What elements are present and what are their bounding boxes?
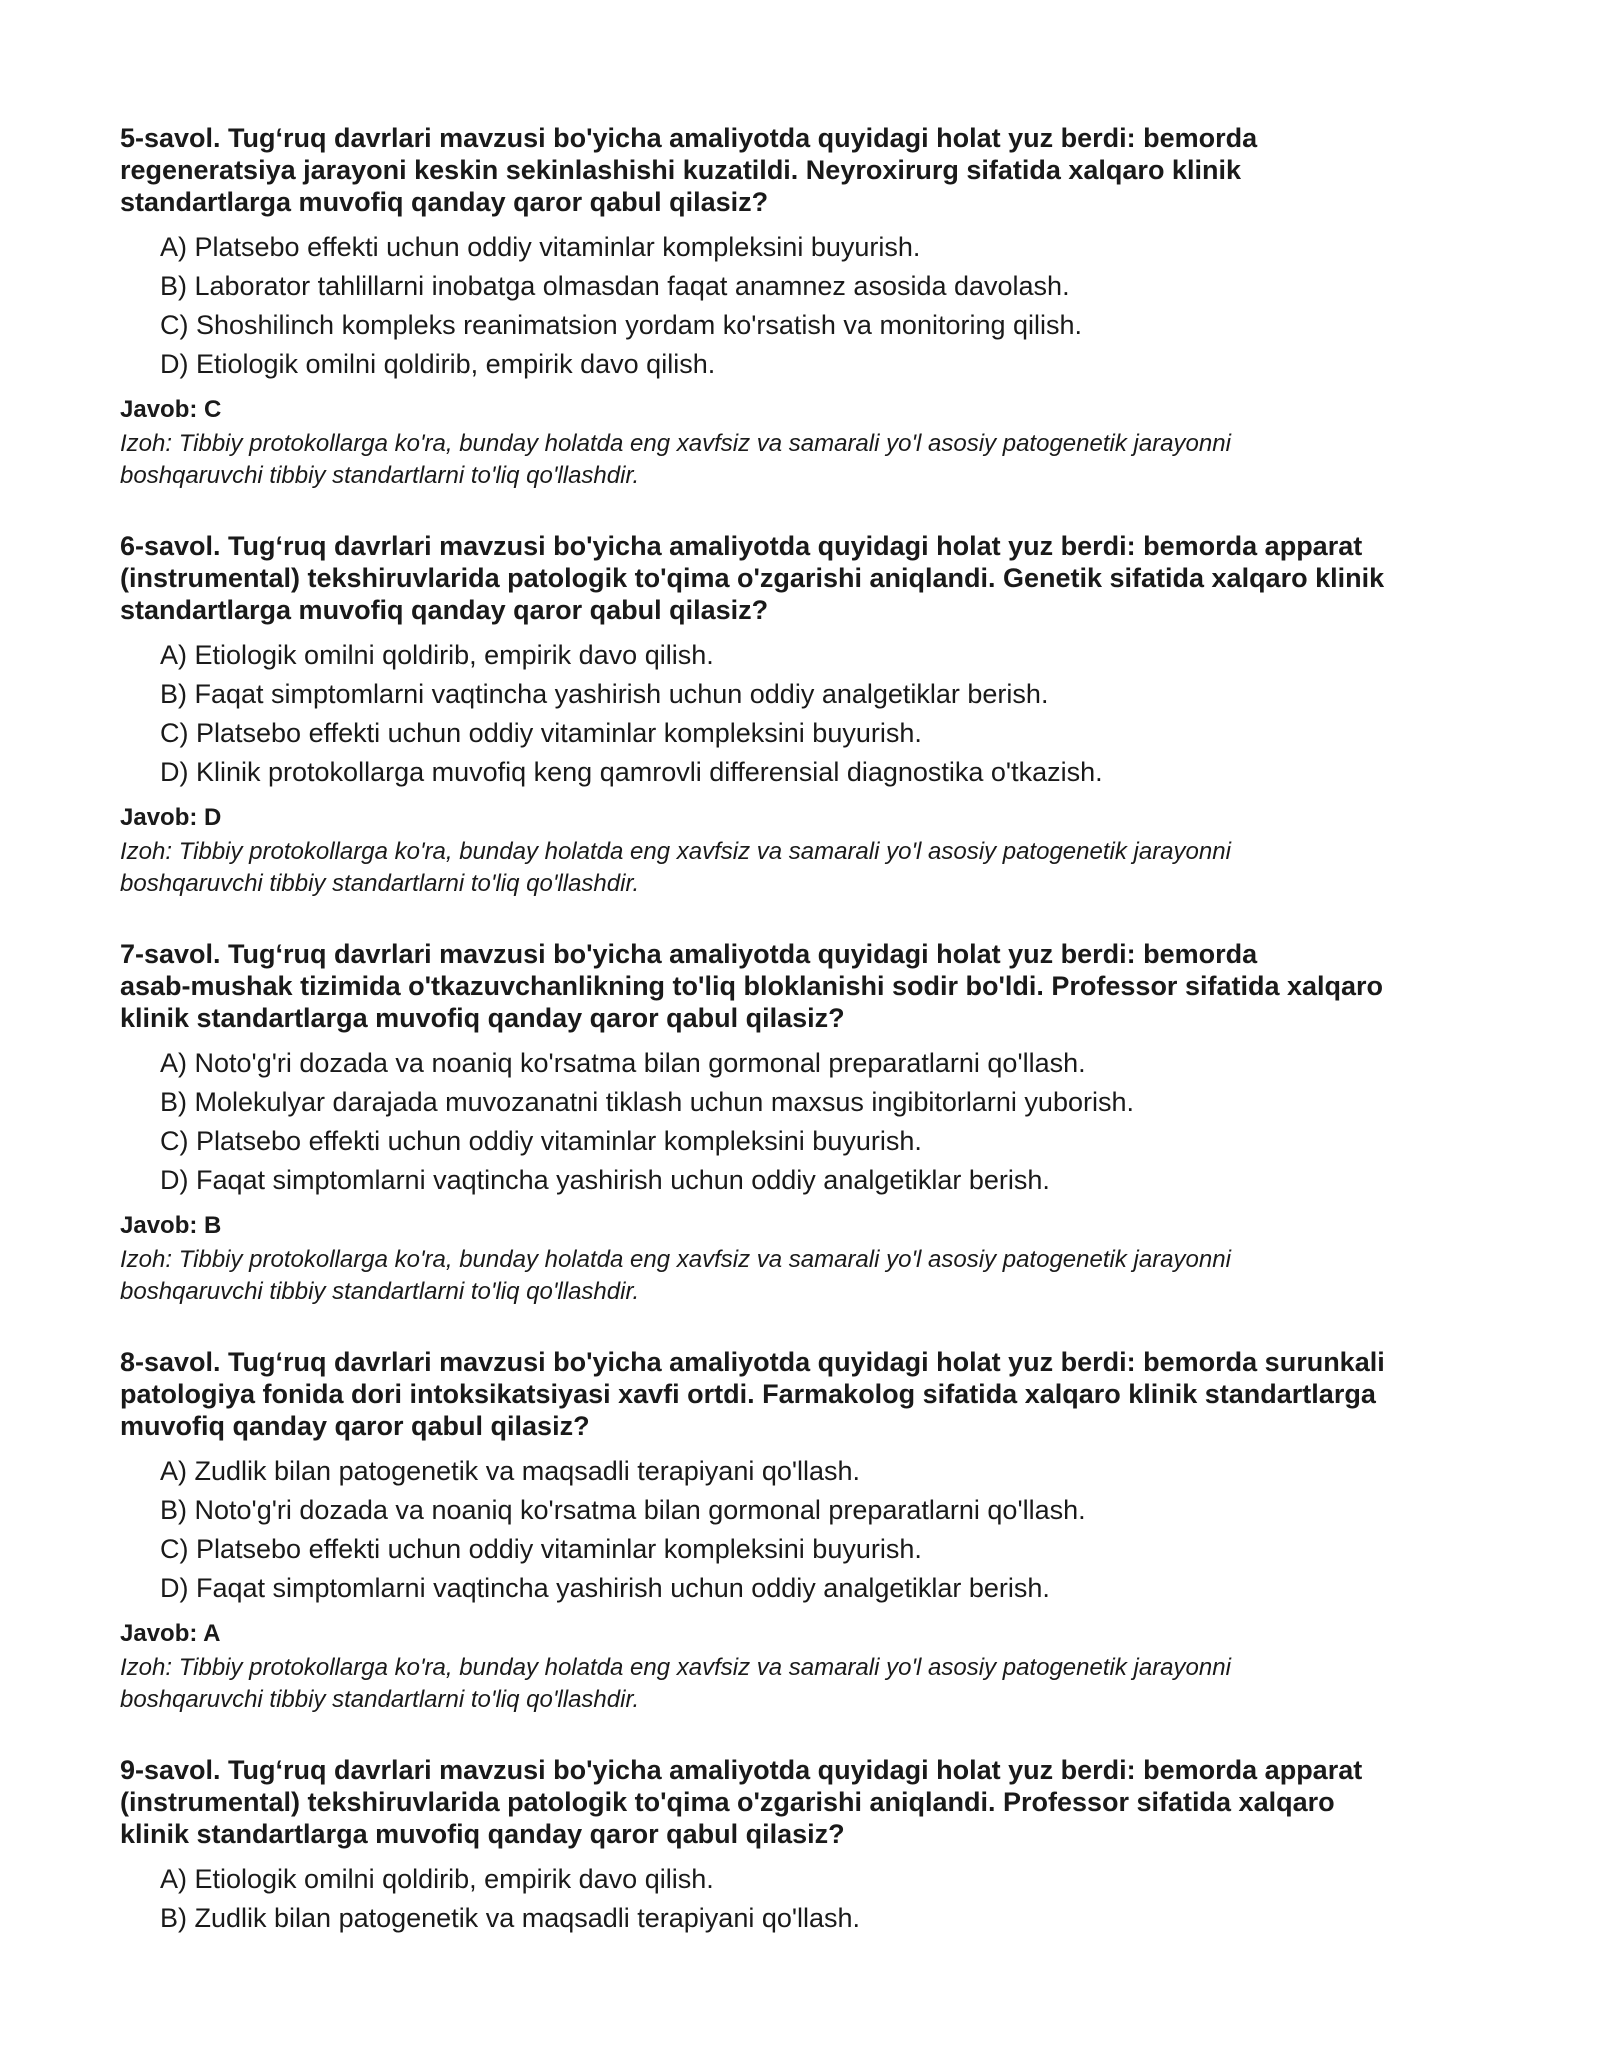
option-b: B) Zudlik bilan patogenetik va maqsadli terapiyani qo'llash.: [160, 1903, 861, 1933]
question-block: [120, 1754, 1480, 1938]
options-list: [120, 228, 1480, 384]
question-block: [120, 122, 1480, 492]
question-text: 7-savol. Tug‘ruq davrlari mavzusi bo'yicha amaliyotda quyidagi holat yuz berdi: bemorda asab-mushak tizimida o'tkazuvchanlikning to'liq bloklanishi sodir bo'ldi. Professor sifatida xalqaro klinik standartlarga muvofiq qanday qaror qabul qilasiz?: [120, 939, 1384, 1033]
option-c: C) Shoshilinch kompleks reanimatsion yordam ko'rsatish va monitoring qilish.: [160, 310, 1083, 340]
options-list: [120, 1860, 1480, 1938]
option-c: C) Platsebo effekti uchun oddiy vitaminlar kompleksini buyurish.: [160, 1534, 922, 1564]
explanation-note: Izoh: Tibbiy protokollarga ko'ra, bunday holatda eng xavfsiz va samarali yo'l asosiy patogenetik jarayonni boshqaruvchi tibbiy standartlarni to'liq qo'llashdir.: [120, 838, 1231, 897]
option-a: A) Zudlik bilan patogenetik va maqsadli terapiyani qo'llash.: [160, 1456, 861, 1486]
option-d: D) Klinik protokollarga muvofiq keng qamrovli differensial diagnostika o'tkazish.: [160, 757, 1103, 787]
question-text: 8-savol. Tug‘ruq davrlari mavzusi bo'yicha amaliyotda quyidagi holat yuz berdi: bemorda surunkali patologiya fonida dori intoksikatsiyasi xavfi ortdi. Farmakolog sifatida xalqaro klinik standartlarga muvofiq qanday qaror qabul qilasiz?: [120, 1347, 1385, 1441]
answer-label: Javob: A: [120, 1620, 221, 1647]
question-block: [120, 530, 1480, 900]
option-b: B) Faqat simptomlarni vaqtincha yashirish uchun oddiy analgetiklar berish.: [160, 679, 1049, 709]
option-b: B) Molekulyar darajada muvozanatni tiklash uchun maxsus ingibitorlarni yuborish.: [160, 1087, 1134, 1117]
question-text: 5-savol. Tug‘ruq davrlari mavzusi bo'yicha amaliyotda quyidagi holat yuz berdi: bemorda regeneratsiya jarayoni keskin sekinlashishi kuzatildi. Neyroxirurg sifatida xalqaro klinik standartlarga muvofiq qanday qaror qabul qilasiz?: [120, 123, 1258, 217]
explanation-note: Izoh: Tibbiy protokollarga ko'ra, bunday holatda eng xavfsiz va samarali yo'l asosiy patogenetik jarayonni boshqaruvchi tibbiy standartlarni to'liq qo'llashdir.: [120, 1246, 1231, 1305]
option-a: A) Platsebo effekti uchun oddiy vitaminlar kompleksini buyurish.: [160, 232, 921, 262]
answer-label: Javob: D: [120, 804, 222, 831]
option-d: D) Etiologik omilni qoldirib, empirik davo qilish.: [160, 349, 716, 379]
explanation-note: Izoh: Tibbiy protokollarga ko'ra, bunday holatda eng xavfsiz va samarali yo'l asosiy patogenetik jarayonni boshqaruvchi tibbiy standartlarni to'liq qo'llashdir.: [120, 430, 1231, 489]
question-text: 6-savol. Tug‘ruq davrlari mavzusi bo'yicha amaliyotda quyidagi holat yuz berdi: bemorda apparat (instrumental) tekshiruvlarida patologik to'qima o'zgarishi aniqlandi. Genetik sifatida xalqaro klinik standartlarga muvofiq qanday qaror qabul qilasiz?: [120, 531, 1385, 625]
answer-label: Javob: C: [120, 396, 222, 423]
options-list: [120, 1452, 1480, 1608]
option-a: A) Etiologik omilni qoldirib, empirik davo qilish.: [160, 640, 714, 670]
option-a: A) Noto'g'ri dozada va noaniq ko'rsatma bilan gormonal preparatlarni qo'llash.: [160, 1048, 1086, 1078]
explanation-note: Izoh: Tibbiy protokollarga ko'ra, bunday holatda eng xavfsiz va samarali yo'l asosiy patogenetik jarayonni boshqaruvchi tibbiy standartlarni to'liq qo'llashdir.: [120, 1654, 1231, 1713]
option-b: B) Laborator tahlillarni inobatga olmasdan faqat anamnez asosida davolash.: [160, 271, 1070, 301]
options-list: [120, 1044, 1480, 1200]
option-c: C) Platsebo effekti uchun oddiy vitaminlar kompleksini buyurish.: [160, 718, 922, 748]
question-block: [120, 1346, 1480, 1716]
options-list: [120, 636, 1480, 792]
option-b: B) Noto'g'ri dozada va noaniq ko'rsatma bilan gormonal preparatlarni qo'llash.: [160, 1495, 1086, 1525]
option-a: A) Etiologik omilni qoldirib, empirik davo qilish.: [160, 1864, 714, 1894]
option-c: C) Platsebo effekti uchun oddiy vitaminlar kompleksini buyurish.: [160, 1126, 922, 1156]
option-d: D) Faqat simptomlarni vaqtincha yashirish uchun oddiy analgetiklar berish.: [160, 1573, 1050, 1603]
question-block: [120, 938, 1480, 1308]
answer-label: Javob: B: [120, 1212, 222, 1239]
option-d: D) Faqat simptomlarni vaqtincha yashirish uchun oddiy analgetiklar berish.: [160, 1165, 1050, 1195]
question-text: 9-savol. Tug‘ruq davrlari mavzusi bo'yicha amaliyotda quyidagi holat yuz berdi: bemorda apparat (instrumental) tekshiruvlarida patologik to'qima o'zgarishi aniqlandi. Professor sifatida xalqaro klinik standartlarga muvofiq qanday qaror qabul qilasiz?: [120, 1755, 1363, 1849]
